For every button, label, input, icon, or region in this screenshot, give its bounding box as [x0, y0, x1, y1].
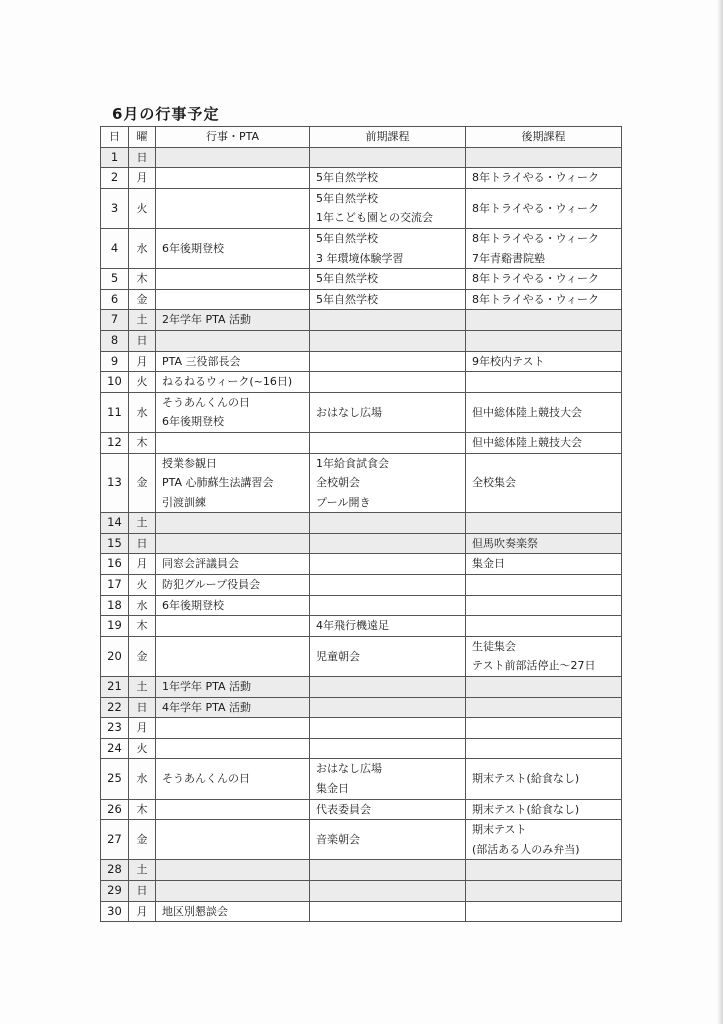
day-cell: 2 [101, 168, 129, 189]
event-entry: 8年トライやる・ウィーク [472, 292, 600, 306]
day-cell: 19 [101, 616, 129, 637]
events-pta-cell [156, 636, 310, 676]
late-course-cell [466, 372, 622, 393]
weekday-cell: 火 [129, 188, 156, 228]
weekday-cell: 火 [129, 738, 156, 759]
table-row [101, 269, 622, 290]
event-entry: おはなし広場 [316, 762, 382, 776]
early-course-cell [310, 677, 466, 698]
early-course-cell [310, 453, 466, 513]
early-course-cell [310, 392, 466, 432]
early-course-cell [310, 351, 466, 372]
event-entry: 6年後期登校 [162, 415, 224, 429]
late-course-cell [466, 453, 622, 513]
early-course-cell [310, 636, 466, 676]
weekday-cell: 日 [129, 880, 156, 901]
table-row [101, 372, 622, 393]
early-course-cell [310, 575, 466, 596]
weekday-cell: 水 [129, 392, 156, 432]
event-entry: 授業参観日 [162, 456, 217, 470]
day-cell: 27 [101, 820, 129, 860]
events-pta-cell [156, 269, 310, 290]
day-cell: 12 [101, 432, 129, 453]
weekday-cell: 土 [129, 677, 156, 698]
early-course-cell [310, 616, 466, 637]
event-entry: (部活ある人のみ弁当) [472, 842, 580, 856]
early-course-cell [310, 330, 466, 351]
early-course-cell [310, 372, 466, 393]
event-entry: 期末テスト(給食なし) [472, 772, 580, 786]
event-entry: 5年自然学校 [316, 292, 378, 306]
events-pta-cell [156, 330, 310, 351]
event-entry: 1年給食試食会 [316, 456, 389, 470]
events-pta-cell [156, 697, 310, 718]
table-row [101, 330, 622, 351]
late-course-cell [466, 860, 622, 881]
table-row [101, 554, 622, 575]
early-course-cell [310, 310, 466, 331]
weekday-cell: 月 [129, 351, 156, 372]
table-row [101, 595, 622, 616]
weekday-cell: 土 [129, 860, 156, 881]
event-entry: ねるねるウィーク(~16日) [162, 375, 293, 389]
event-entry: 6年後期登校 [162, 241, 224, 255]
event-entry: そうあんくんの日 [162, 772, 250, 786]
schedule-table [100, 126, 622, 922]
page-title: 6月の行事予定 [112, 105, 220, 123]
late-course-cell [466, 351, 622, 372]
table-row [101, 289, 622, 310]
table-row [101, 616, 622, 637]
table-row [101, 513, 622, 534]
events-pta-cell [156, 759, 310, 799]
header-late-course: 後期課程 [466, 127, 622, 148]
early-course-cell [310, 533, 466, 554]
weekday-cell: 土 [129, 513, 156, 534]
header-day: 日 [101, 127, 129, 148]
day-cell: 7 [101, 310, 129, 331]
day-cell: 21 [101, 677, 129, 698]
table-row [101, 738, 622, 759]
event-entry: 期末テスト [472, 823, 527, 837]
weekday-cell: 金 [129, 820, 156, 860]
table-row [101, 677, 622, 698]
event-entry: 全校朝会 [316, 476, 360, 490]
table-row [101, 759, 622, 799]
early-course-cell [310, 759, 466, 799]
weekday-cell: 月 [129, 718, 156, 739]
late-course-cell [466, 616, 622, 637]
late-course-cell [466, 289, 622, 310]
event-entry: 期末テスト(給食なし) [472, 802, 580, 816]
events-pta-cell [156, 310, 310, 331]
late-course-cell [466, 310, 622, 331]
day-cell: 16 [101, 554, 129, 575]
table-row [101, 901, 622, 922]
day-cell: 30 [101, 901, 129, 922]
table-row [101, 228, 622, 268]
day-cell: 9 [101, 351, 129, 372]
day-cell: 14 [101, 513, 129, 534]
header-events-pta: 行事・PTA [156, 127, 310, 148]
events-pta-cell [156, 677, 310, 698]
late-course-cell [466, 799, 622, 820]
table-row [101, 860, 622, 881]
table-row [101, 147, 622, 168]
early-course-cell [310, 513, 466, 534]
events-pta-cell [156, 860, 310, 881]
weekday-cell: 木 [129, 269, 156, 290]
events-pta-cell [156, 372, 310, 393]
event-entry: 4年飛行機遠足 [316, 619, 389, 633]
event-entry: 1年学年 PTA 活動 [162, 680, 252, 694]
weekday-cell: 水 [129, 595, 156, 616]
day-cell: 28 [101, 860, 129, 881]
table-row [101, 168, 622, 189]
events-pta-cell [156, 738, 310, 759]
event-entry: 2年学年 PTA 活動 [162, 313, 252, 327]
late-course-cell [466, 595, 622, 616]
day-cell: 17 [101, 575, 129, 596]
day-cell: 18 [101, 595, 129, 616]
late-course-cell [466, 759, 622, 799]
event-entry: 引渡訓練 [162, 495, 206, 509]
early-course-cell [310, 168, 466, 189]
late-course-cell [466, 718, 622, 739]
day-cell: 20 [101, 636, 129, 676]
weekday-cell: 金 [129, 453, 156, 513]
event-entry: 但馬吹奏楽祭 [472, 536, 538, 550]
events-pta-cell [156, 799, 310, 820]
table-row [101, 533, 622, 554]
event-entry: 同窓会評議員会 [162, 557, 239, 571]
weekday-cell: 月 [129, 168, 156, 189]
weekday-cell: 水 [129, 228, 156, 268]
events-pta-cell [156, 901, 310, 922]
event-entry: 8年トライやる・ウィーク [472, 272, 600, 286]
weekday-cell: 木 [129, 799, 156, 820]
late-course-cell [466, 432, 622, 453]
late-course-cell [466, 636, 622, 676]
events-pta-cell [156, 718, 310, 739]
late-course-cell [466, 880, 622, 901]
event-entry: 5年自然学校 [316, 272, 378, 286]
late-course-cell [466, 738, 622, 759]
event-entry: 集金日 [472, 557, 505, 571]
weekday-cell: 木 [129, 432, 156, 453]
day-cell: 4 [101, 228, 129, 268]
day-cell: 13 [101, 453, 129, 513]
event-entry: 3 年環境体験学習 [316, 251, 404, 265]
events-pta-cell [156, 147, 310, 168]
early-course-cell [310, 595, 466, 616]
weekday-cell: 火 [129, 575, 156, 596]
event-entry: 8年トライやる・ウィーク [472, 171, 600, 185]
schedule-body [101, 147, 622, 922]
early-course-cell [310, 432, 466, 453]
late-course-cell [466, 533, 622, 554]
event-entry: 防犯グループ役員会 [162, 578, 261, 592]
day-cell: 6 [101, 289, 129, 310]
table-row [101, 697, 622, 718]
event-entry: 地区別懇談会 [162, 904, 228, 918]
table-row [101, 310, 622, 331]
events-pta-cell [156, 575, 310, 596]
event-entry: 代表委員会 [316, 802, 371, 816]
late-course-cell [466, 269, 622, 290]
scan-edge-shadow [717, 0, 723, 1024]
weekday-cell: 月 [129, 554, 156, 575]
early-course-cell [310, 820, 466, 860]
day-cell: 11 [101, 392, 129, 432]
early-course-cell [310, 738, 466, 759]
event-entry: 7年青谿書院塾 [472, 251, 545, 265]
early-course-cell [310, 901, 466, 922]
early-course-cell [310, 799, 466, 820]
early-course-cell [310, 718, 466, 739]
events-pta-cell [156, 880, 310, 901]
events-pta-cell [156, 168, 310, 189]
early-course-cell [310, 147, 466, 168]
early-course-cell [310, 289, 466, 310]
table-row [101, 351, 622, 372]
event-entry: 児童朝会 [316, 649, 360, 663]
table-row [101, 799, 622, 820]
event-entry: 9年校内テスト [472, 354, 545, 368]
event-entry: 5年自然学校 [316, 231, 378, 245]
table-row [101, 575, 622, 596]
events-pta-cell [156, 533, 310, 554]
event-entry: プール開き [316, 495, 371, 509]
late-course-cell [466, 228, 622, 268]
day-cell: 23 [101, 718, 129, 739]
events-pta-cell [156, 616, 310, 637]
early-course-cell [310, 880, 466, 901]
early-course-cell [310, 188, 466, 228]
day-cell: 22 [101, 697, 129, 718]
event-entry: 5年自然学校 [316, 191, 378, 205]
events-pta-cell [156, 595, 310, 616]
late-course-cell [466, 188, 622, 228]
weekday-cell: 金 [129, 289, 156, 310]
events-pta-cell [156, 513, 310, 534]
events-pta-cell [156, 432, 310, 453]
event-entry: 6年後期登校 [162, 598, 224, 612]
events-pta-cell [156, 453, 310, 513]
day-cell: 3 [101, 188, 129, 228]
event-entry: 8年トライやる・ウィーク [472, 231, 600, 245]
weekday-cell: 日 [129, 147, 156, 168]
event-entry: 5年自然学校 [316, 171, 378, 185]
header-weekday: 曜 [129, 127, 156, 148]
weekday-cell: 日 [129, 533, 156, 554]
late-course-cell [466, 575, 622, 596]
events-pta-cell [156, 820, 310, 860]
day-cell: 10 [101, 372, 129, 393]
event-entry: 全校集会 [472, 476, 516, 490]
event-entry: 但中総体陸上競技大会 [472, 435, 582, 449]
weekday-cell: 月 [129, 901, 156, 922]
early-course-cell [310, 228, 466, 268]
events-pta-cell [156, 351, 310, 372]
late-course-cell [466, 392, 622, 432]
early-course-cell [310, 860, 466, 881]
weekday-cell: 土 [129, 310, 156, 331]
table-row [101, 636, 622, 676]
event-entry: PTA 三役部長会 [162, 354, 241, 368]
day-cell: 26 [101, 799, 129, 820]
late-course-cell [466, 677, 622, 698]
events-pta-cell [156, 554, 310, 575]
table-row [101, 432, 622, 453]
weekday-cell: 金 [129, 636, 156, 676]
event-entry: おはなし広場 [316, 405, 382, 419]
table-row [101, 392, 622, 432]
table-row [101, 188, 622, 228]
day-cell: 24 [101, 738, 129, 759]
table-row [101, 453, 622, 513]
early-course-cell [310, 269, 466, 290]
event-entry: テスト前部活停止～27日 [472, 659, 596, 673]
events-pta-cell [156, 228, 310, 268]
late-course-cell [466, 820, 622, 860]
header-row [101, 127, 622, 148]
header-early-course: 前期課程 [310, 127, 466, 148]
event-entry: 生徒集会 [472, 639, 516, 653]
event-entry: 8年トライやる・ウィーク [472, 201, 600, 215]
late-course-cell [466, 554, 622, 575]
early-course-cell [310, 554, 466, 575]
late-course-cell [466, 168, 622, 189]
weekday-cell: 木 [129, 616, 156, 637]
event-entry: 音楽朝会 [316, 832, 360, 846]
event-entry: 集金日 [316, 782, 349, 795]
events-pta-cell [156, 289, 310, 310]
late-course-cell [466, 901, 622, 922]
table-row [101, 718, 622, 739]
event-entry: そうあんくんの日 [162, 395, 250, 409]
events-pta-cell [156, 188, 310, 228]
events-pta-cell [156, 392, 310, 432]
late-course-cell [466, 697, 622, 718]
late-course-cell [466, 330, 622, 351]
weekday-cell: 日 [129, 697, 156, 718]
day-cell: 29 [101, 880, 129, 901]
event-entry: 4年学年 PTA 活動 [162, 700, 252, 714]
event-entry: 但中総体陸上競技大会 [472, 405, 582, 419]
table-row [101, 820, 622, 860]
day-cell: 25 [101, 759, 129, 799]
day-cell: 5 [101, 269, 129, 290]
table-row [101, 880, 622, 901]
day-cell: 15 [101, 533, 129, 554]
early-course-cell [310, 697, 466, 718]
weekday-cell: 日 [129, 330, 156, 351]
weekday-cell: 水 [129, 759, 156, 799]
event-entry: 1年こども園との交流会 [316, 211, 433, 225]
day-cell: 1 [101, 147, 129, 168]
weekday-cell: 火 [129, 372, 156, 393]
late-course-cell [466, 147, 622, 168]
day-cell: 8 [101, 330, 129, 351]
late-course-cell [466, 513, 622, 534]
event-entry: PTA 心肺蘇生法講習会 [162, 476, 274, 490]
